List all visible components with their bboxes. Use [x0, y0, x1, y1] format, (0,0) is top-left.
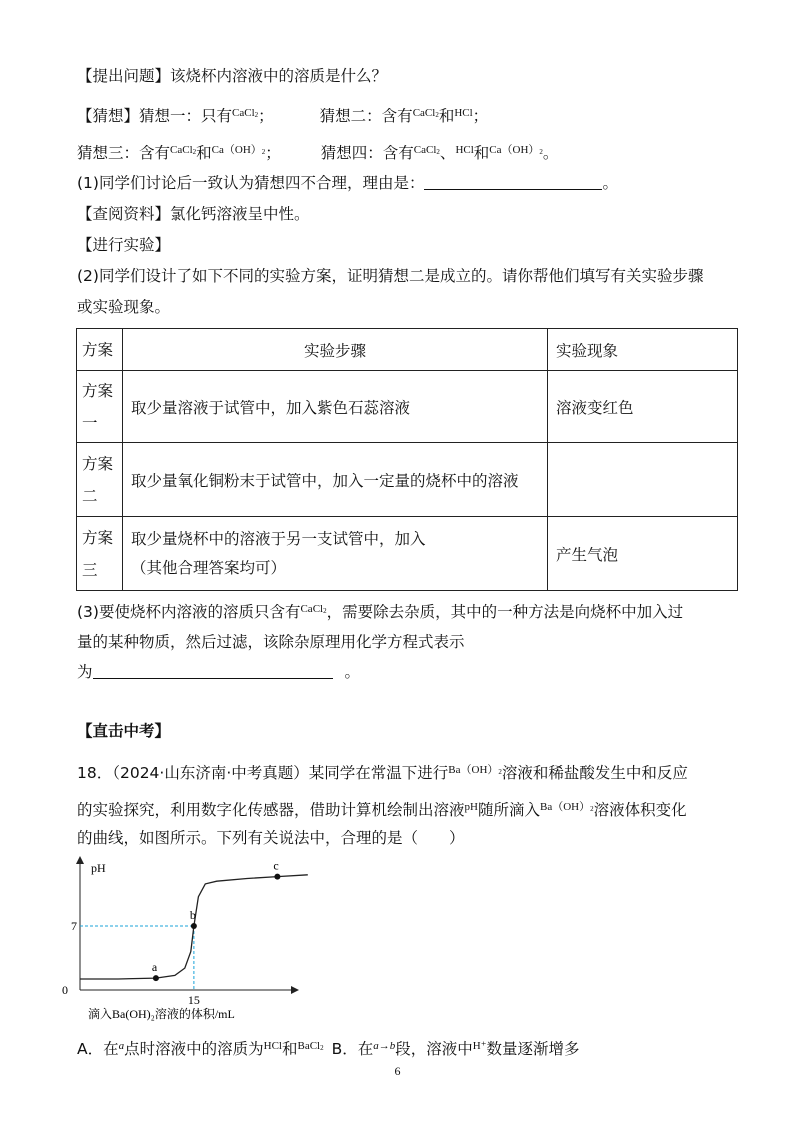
point-label-b: b [189, 908, 196, 922]
formula-cacl2: CaCl2 [412, 107, 439, 119]
formula-cacl2: CaCl2 [300, 603, 327, 615]
info-line [77, 204, 310, 224]
question-2-line-2: 或实验现象。 [77, 298, 171, 316]
step-cell [123, 517, 548, 591]
table-row [77, 371, 738, 443]
options-line [77, 1036, 580, 1059]
question-3-text: 为 [77, 663, 93, 681]
formula-caoh2: Ca（OH）2 [489, 144, 543, 156]
question-3-line-1 [77, 599, 683, 622]
question-3-text: ，需要除去杂质，其中的一种方法是向烧杯中加入过 [326, 603, 684, 621]
x-axis-label: 滴入Ba(OH)₂溶液的体积/mL [88, 1007, 235, 1021]
option-b-text: 数量逐渐增多 [486, 1040, 580, 1058]
question-2-line-1: (2)同学们设计了如下不同的实验方案，证明猜想二是成立的。请你帮他们填写有关实验步骤 [77, 267, 704, 285]
option-a-label[interactable]: A． [77, 1040, 104, 1058]
question-18-line-1 [77, 760, 688, 783]
question-text: 该烧杯内溶液中的溶质是什么？ [170, 67, 388, 85]
conj: 和 [196, 144, 212, 162]
formula-cacl2: CaCl2 [170, 144, 197, 156]
hypothesis-3: 猜想三：含有 [77, 144, 171, 162]
hypothesis-2: 猜想二：含有 [319, 107, 413, 125]
punct: 。 [602, 174, 618, 192]
question-3-line-3 [77, 662, 360, 682]
formula-bacl2: BaCl2 [297, 1040, 324, 1052]
question-1-text: (1)同学们讨论后一致认为猜想四不合理，理由是： [77, 174, 425, 192]
point-c [274, 874, 280, 880]
info-label: 【查阅资料】 [77, 205, 171, 223]
option-a-text: 在 [103, 1040, 119, 1058]
info-text: 氯化钙溶液呈中性。 [170, 205, 310, 223]
formula-baoh2: Ba（OH）2 [448, 764, 502, 776]
var-a-to-b: a→b [373, 1040, 396, 1052]
table-row [77, 443, 738, 517]
question-18-line-2 [77, 797, 687, 820]
question-18-text: 18．（2024·山东济南·中考真题）某同学在常温下进行 [77, 764, 449, 782]
question-1 [77, 173, 618, 193]
formula-hcl: HCl [455, 144, 474, 156]
punct: 、 [439, 144, 456, 162]
step-text: 取少量烧杯中的溶液于另一支试管中，加入 [131, 529, 426, 548]
step-cell: 取少量溶液于试管中，加入紫色石蕊溶液 [123, 371, 548, 443]
y-axis-label: pH [91, 861, 106, 875]
punct: ； [265, 144, 281, 162]
question-prefix: 【提出问题】 [77, 67, 171, 85]
x-tick-15: 15 [187, 993, 200, 1007]
formula-caoh2: Ca（OH）2 [211, 144, 266, 156]
question-18-text: 溶液体积变化 [593, 801, 687, 819]
answer-blank-3[interactable] [93, 662, 333, 679]
question-18-text: 的实验探究，利用数字化传感器，借助计算机绘制出溶液 [77, 801, 465, 819]
page-number: 6 [394, 1064, 401, 1078]
formula-cacl2: CaCl2 [413, 144, 440, 156]
hypothesis-line-2 [77, 140, 558, 163]
scheme-label: 方案 一 [77, 371, 123, 443]
scheme-label: 方案 二 [77, 443, 123, 517]
observation-cell: 溶液变红色 [548, 371, 738, 443]
point-a [153, 975, 159, 981]
origin-label: 0 [62, 983, 68, 997]
var-a: a [118, 1040, 125, 1052]
formula-hcl: HCl [263, 1040, 282, 1052]
question-18-text: 随所滴入 [477, 801, 540, 819]
hypothesis-line-1 [77, 103, 488, 126]
point-label-a: a [151, 960, 158, 975]
point-label-c: c [273, 858, 279, 873]
punct: 。 [344, 663, 361, 681]
question-3-text: (3)要使烧杯内溶液的溶质只含有 [77, 603, 301, 621]
punct: 。 [542, 144, 559, 162]
question-18-line-3: 的曲线，如图所示。下列有关说法中，合理的是（ ） [77, 829, 465, 847]
option-b-text: 段，溶液中 [395, 1040, 473, 1058]
conj: 和 [281, 1040, 298, 1058]
scheme-label: 方案 三 [77, 517, 123, 591]
y-tick-7: 7 [71, 919, 77, 933]
question-3-line-2: 量的某种物质，然后过滤，该除杂原理用化学方程式表示 [77, 633, 465, 651]
section-header: 【直击中考】 [77, 722, 171, 740]
answer-blank-1[interactable] [424, 173, 602, 190]
question-line [77, 66, 387, 86]
formula-cacl2: CaCl2 [232, 107, 259, 119]
table-header-row [77, 329, 738, 371]
ph-curve-chart [62, 855, 310, 1025]
experiment-label: 【进行实验】 [77, 236, 171, 254]
formula-baoh2: Ba（OH）2 [539, 801, 594, 813]
hypothesis-1: 猜想一：只有 [139, 107, 233, 125]
formula-hcl: HCl [454, 107, 473, 119]
header-scheme: 方案 [77, 329, 123, 371]
conj: 和 [438, 107, 455, 125]
header-observation: 实验现象 [548, 329, 738, 371]
hypothesis-prefix: 【猜想】 [77, 107, 140, 125]
table-row [77, 517, 738, 591]
conj: 和 [473, 144, 490, 162]
observation-cell: 产生气泡 [548, 517, 738, 591]
option-a-text: 点时溶液中的溶质为 [124, 1040, 264, 1058]
punct: ； [472, 107, 489, 125]
point-b [191, 923, 197, 929]
experiment-table [76, 328, 738, 591]
option-b-text: 在 [357, 1040, 374, 1058]
observation-blank-cell[interactable] [548, 443, 738, 517]
step-note: （其他合理答案均可） [131, 558, 287, 577]
ph-symbol: pH [464, 801, 478, 813]
option-b-label[interactable]: B． [331, 1040, 358, 1058]
punct: ； [258, 107, 274, 125]
hypothesis-4: 猜想四：含有 [320, 144, 414, 162]
header-steps: 实验步骤 [123, 329, 548, 371]
step-cell: 取少量氧化铜粉末于试管中，加入一定量的烧杯中的溶液 [123, 443, 548, 517]
question-18-text: 溶液和稀盐酸发生中和反应 [501, 764, 688, 782]
hydrogen-ion: H⁺ [472, 1040, 487, 1052]
